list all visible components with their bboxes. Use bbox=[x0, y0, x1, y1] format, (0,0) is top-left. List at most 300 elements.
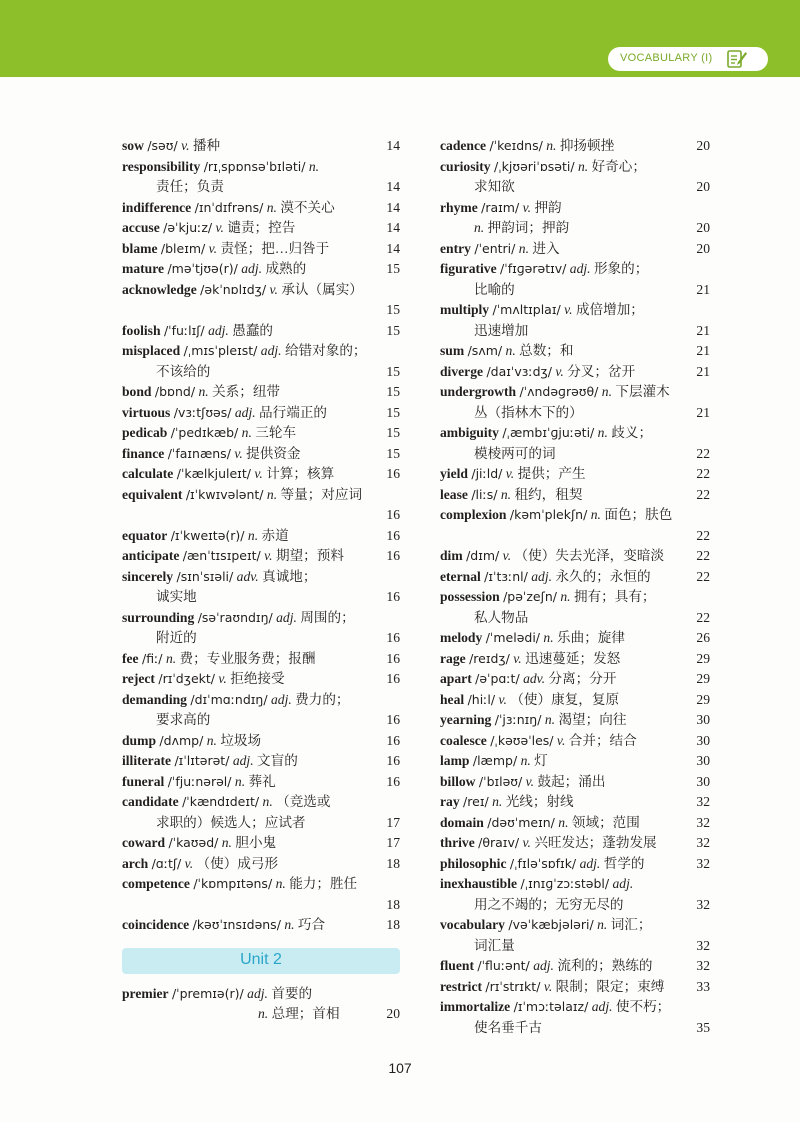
entry-line bbox=[440, 567, 710, 588]
entry-part-of-speech: n. bbox=[275, 876, 286, 891]
entry-meaning: 灯 bbox=[534, 753, 548, 768]
vocab-entry bbox=[122, 444, 400, 465]
entry-meaning: 流利的；熟练的 bbox=[557, 958, 653, 973]
section-label: VOCABULARY (I) bbox=[620, 52, 713, 64]
entry-meaning: 提供；产生 bbox=[517, 466, 586, 481]
entry-page-ref: 20 bbox=[694, 218, 710, 239]
vocab-entry bbox=[122, 157, 400, 198]
entry-line bbox=[440, 136, 710, 157]
entry-line bbox=[440, 669, 710, 690]
vocab-entry bbox=[122, 403, 400, 424]
entry-word: immortalize bbox=[440, 999, 511, 1014]
entry-phonetic: /məˈtjʊə(r)/ bbox=[167, 261, 238, 276]
entry-part-of-speech: n. bbox=[492, 794, 503, 809]
entry-part-of-speech: v. bbox=[215, 220, 224, 235]
entry-meaning: 漠不关心 bbox=[280, 199, 335, 215]
entry-word: pedicab bbox=[122, 425, 168, 440]
entry-phonetic: /sɪnˈsɪəli/ bbox=[176, 568, 234, 584]
entry-phonetic: /ˈkaʊəd/ bbox=[168, 835, 219, 850]
entry-meaning: 谴责；控告 bbox=[227, 220, 296, 235]
entry-part-of-speech: n. bbox=[247, 527, 259, 543]
entry-meaning: （竞选或 bbox=[276, 794, 331, 809]
entry-meaning: 葬礼 bbox=[248, 773, 276, 789]
entry-page-ref: 30 bbox=[694, 772, 710, 793]
entry-meaning: 求职的）候选人；应试者 bbox=[156, 814, 306, 830]
entry-line-continued bbox=[122, 813, 400, 834]
entry-meaning: 押韵词；押韵 bbox=[487, 220, 570, 235]
vocab-entry bbox=[122, 854, 400, 875]
entry-part-of-speech: v. bbox=[543, 978, 553, 994]
entry-part-of-speech: v. bbox=[184, 855, 194, 871]
vocab-entry bbox=[122, 423, 400, 444]
entry-line bbox=[122, 731, 400, 752]
vocab-entry bbox=[122, 485, 400, 526]
entry-part-of-speech: adj. bbox=[569, 261, 591, 276]
entry-word: thrive bbox=[440, 835, 475, 850]
entry-phonetic: /ɪˈtɜːnl/ bbox=[484, 568, 528, 584]
entry-line bbox=[440, 362, 710, 383]
entry-word: demanding bbox=[122, 691, 187, 707]
entry-page-ref: 20 bbox=[694, 177, 710, 198]
entry-line bbox=[122, 792, 400, 813]
entry-word: illiterate bbox=[122, 753, 172, 768]
entry-phonetic: /ˈmelədi/ bbox=[485, 630, 540, 645]
entry-word: competence bbox=[122, 876, 190, 891]
entry-word: virtuous bbox=[122, 404, 171, 420]
entry-part-of-speech: v. bbox=[525, 773, 535, 789]
entry-line bbox=[122, 403, 400, 424]
entry-page-ref: 32 bbox=[694, 936, 710, 957]
vocab-entry bbox=[440, 751, 710, 772]
entry-phonetic: /raɪm/ bbox=[481, 199, 520, 215]
entry-word: fee bbox=[122, 650, 139, 666]
entry-phonetic: /ˌkjʊəriˈɒsəti/ bbox=[494, 158, 575, 174]
entry-meaning: 总数；和 bbox=[519, 343, 574, 358]
vocab-entry bbox=[440, 423, 710, 464]
entry-part-of-speech: n. bbox=[198, 384, 209, 399]
entry-part-of-speech: n. bbox=[560, 589, 571, 604]
entry-line bbox=[440, 956, 710, 977]
entry-page-ref: 16 bbox=[384, 710, 400, 731]
entry-meaning: 诚实地 bbox=[156, 589, 197, 604]
vocab-entry bbox=[122, 546, 400, 567]
vocab-entry bbox=[440, 710, 710, 731]
entry-part-of-speech: adj. bbox=[232, 753, 254, 768]
entry-meaning: 胆小鬼 bbox=[235, 835, 277, 850]
entry-word: ambiguity bbox=[440, 425, 499, 440]
entry-line-continued bbox=[440, 321, 710, 342]
entry-page-ref: 20 bbox=[694, 136, 710, 157]
entry-meaning: 首要的 bbox=[271, 985, 313, 1001]
entry-word: indifference bbox=[122, 199, 192, 215]
entry-part-of-speech: v. bbox=[254, 466, 263, 481]
unit-heading: Unit 2 bbox=[240, 950, 282, 968]
entry-part-of-speech: adj. bbox=[247, 985, 268, 1001]
entry-phonetic: /ˈpedɪkæb/ bbox=[170, 425, 239, 440]
entry-phonetic: /ˌmɪsˈpleɪst/ bbox=[183, 343, 258, 358]
entry-meaning: 垃圾场 bbox=[220, 732, 262, 748]
entry-word: reject bbox=[122, 671, 155, 686]
entry-meaning: 附近的 bbox=[156, 630, 197, 645]
entry-page-ref: 22 bbox=[694, 464, 710, 485]
entry-line bbox=[440, 300, 710, 321]
entry-phonetic: /ˈfuːlɪʃ/ bbox=[163, 322, 205, 338]
vocab-entry bbox=[122, 833, 400, 854]
entry-word: rhyme bbox=[440, 199, 478, 215]
entry-line bbox=[122, 136, 400, 157]
entry-part-of-speech: adj. bbox=[234, 404, 256, 420]
entry-word: foolish bbox=[122, 322, 161, 338]
entry-word: complexion bbox=[440, 507, 507, 522]
entry-phonetic: /səˈraʊndɪŋ/ bbox=[197, 609, 273, 625]
entry-page-ref: 22 bbox=[694, 608, 710, 629]
vocab-entry bbox=[440, 136, 710, 157]
entry-page-ref: 18 bbox=[384, 895, 400, 916]
entry-word: heal bbox=[440, 691, 465, 707]
vocab-entry bbox=[440, 874, 710, 915]
right-column bbox=[440, 136, 710, 1038]
entry-part-of-speech: adj. bbox=[612, 876, 634, 891]
entry-part-of-speech-2: n. bbox=[258, 1006, 269, 1021]
entry-meaning: 责任；负责 bbox=[156, 179, 224, 194]
left-entry-list bbox=[122, 136, 400, 936]
entry-word: restrict bbox=[440, 978, 483, 994]
entry-meaning: 用之不竭的；无穷无尽的 bbox=[474, 896, 624, 912]
vocab-entry bbox=[122, 649, 400, 670]
entry-line bbox=[122, 984, 400, 1005]
entry-part-of-speech: adj. bbox=[241, 261, 263, 276]
entry-line bbox=[122, 198, 400, 219]
entry-phonetic: /kəʊˈɪnsɪdəns/ bbox=[192, 917, 281, 932]
entry-page-ref: 32 bbox=[694, 895, 710, 916]
entry-word: rage bbox=[440, 650, 466, 666]
entry-meaning: 下层灌木 bbox=[615, 384, 670, 399]
entry-part-of-speech: v. bbox=[555, 363, 564, 379]
entry-part-of-speech: adj. bbox=[579, 855, 601, 871]
vocab-entry bbox=[440, 300, 710, 341]
entry-page-ref: 15 bbox=[384, 382, 400, 403]
entry-line-continued bbox=[440, 1018, 710, 1039]
entry-meaning: 费力的； bbox=[295, 691, 350, 707]
entry-phonetic: /əˈkjuːz/ bbox=[163, 220, 213, 235]
entry-phonetic: /vɜːtʃʊəs/ bbox=[173, 404, 232, 420]
entry-line bbox=[122, 382, 400, 403]
entry-page-ref: 35 bbox=[694, 1018, 710, 1039]
entry-line bbox=[122, 874, 400, 895]
entry-phonetic: /ɪˈlɪtərət/ bbox=[174, 753, 230, 768]
entry-phonetic: /sʌm/ bbox=[467, 343, 503, 358]
entry-line bbox=[122, 526, 400, 547]
entry-phonetic: /rɪˈstrɪkt/ bbox=[485, 978, 541, 994]
entry-meaning: 计算；核算 bbox=[266, 466, 335, 481]
entry-line bbox=[440, 587, 710, 608]
entry-part-of-speech: n. bbox=[266, 199, 277, 215]
entry-part-of-speech: n. bbox=[266, 486, 278, 502]
entry-meaning: 领域；范围 bbox=[571, 814, 640, 830]
entry-page-ref: 21 bbox=[694, 362, 710, 383]
entry-phonetic: /pəˈzeʃn/ bbox=[503, 589, 557, 604]
entry-meaning: 鼓起；涌出 bbox=[537, 773, 606, 789]
entry-line bbox=[440, 874, 710, 895]
entry-part-of-speech: adj. bbox=[591, 999, 613, 1014]
entry-meaning: 乐曲；旋律 bbox=[557, 630, 625, 645]
entry-line bbox=[440, 915, 710, 936]
entry-page-ref: 29 bbox=[694, 690, 710, 711]
vocab-entry bbox=[122, 382, 400, 403]
entry-line bbox=[122, 751, 400, 772]
entry-phonetic: /ˈkeɪdns/ bbox=[489, 138, 543, 153]
entry-part-of-speech: n. bbox=[520, 753, 531, 768]
entry-phonetic: /bleɪm/ bbox=[160, 240, 206, 256]
vocab-entry bbox=[122, 792, 400, 833]
vocab-entry bbox=[440, 854, 710, 875]
entry-line bbox=[122, 567, 400, 588]
entry-word: anticipate bbox=[122, 548, 180, 563]
entry-phonetic: /dəʊˈmeɪn/ bbox=[487, 814, 555, 830]
entry-page-ref: 29 bbox=[694, 669, 710, 690]
vocab-entry bbox=[440, 977, 710, 998]
entry-part-of-speech: n. bbox=[597, 917, 608, 932]
entry-line-continued bbox=[122, 505, 400, 526]
entry-meaning: 成倍增加； bbox=[575, 302, 644, 317]
left-column bbox=[122, 136, 400, 1025]
entry-page-ref: 15 bbox=[384, 403, 400, 424]
entry-part-of-speech: n. bbox=[308, 158, 320, 174]
entry-line bbox=[440, 485, 710, 506]
entry-page-ref: 15 bbox=[384, 300, 400, 321]
entry-page-ref: 18 bbox=[384, 854, 400, 875]
entry-line bbox=[122, 772, 400, 793]
entry-part-of-speech: v. bbox=[218, 671, 227, 686]
entry-meaning: （使）康复，复原 bbox=[510, 691, 620, 707]
entry-page-ref: 33 bbox=[694, 977, 710, 998]
entry-part-of-speech: n. bbox=[500, 486, 512, 502]
entry-part-of-speech: n. bbox=[543, 630, 554, 645]
entry-page-ref: 15 bbox=[384, 362, 400, 383]
entry-page-ref: 16 bbox=[384, 751, 400, 772]
vocab-entry bbox=[440, 669, 710, 690]
vocab-entry bbox=[440, 567, 710, 588]
entry-phonetic: /dɪˈmɑːndɪŋ/ bbox=[190, 691, 268, 707]
entry-meaning: 期望；预料 bbox=[275, 548, 344, 563]
entry-meaning: 光线；射线 bbox=[505, 794, 574, 809]
entry-word: equator bbox=[122, 527, 168, 543]
entry-meaning: 分叉；岔开 bbox=[567, 363, 636, 379]
entry-word: funeral bbox=[122, 773, 165, 789]
vocab-entry bbox=[440, 628, 710, 649]
entry-page-ref: 32 bbox=[694, 813, 710, 834]
entry-part-of-speech: v. bbox=[234, 445, 243, 461]
entry-phonetic: /ˈmʌltɪplaɪ/ bbox=[492, 302, 561, 317]
entry-word: accuse bbox=[122, 220, 160, 235]
entry-line-continued bbox=[122, 895, 400, 916]
entry-word: bond bbox=[122, 384, 152, 399]
entry-line bbox=[440, 239, 710, 260]
entry-line-continued bbox=[440, 895, 710, 916]
entry-meaning: 面色；肤色 bbox=[604, 507, 673, 522]
entry-part-of-speech: adj. bbox=[533, 958, 554, 973]
entry-part-of-speech: n. bbox=[544, 712, 556, 727]
entry-meaning: 给错对象的； bbox=[284, 343, 367, 358]
entry-part-of-speech: v. bbox=[513, 650, 522, 666]
entry-line-continued bbox=[440, 936, 710, 957]
vocab-entry bbox=[122, 218, 400, 239]
entry-page-ref: 21 bbox=[694, 341, 710, 362]
entry-part-of-speech: adv. bbox=[236, 568, 259, 584]
entry-word: finance bbox=[122, 445, 165, 461]
vocab-entry bbox=[122, 464, 400, 485]
entry-line bbox=[440, 341, 710, 362]
vocab-entry bbox=[440, 792, 710, 813]
vocab-entry bbox=[122, 690, 400, 731]
unit-entry-list bbox=[122, 984, 400, 1025]
entry-page-ref: 14 bbox=[384, 136, 400, 157]
entry-line bbox=[440, 628, 710, 649]
entry-phonetic: /daɪˈvɜːdʒ/ bbox=[486, 363, 552, 379]
entry-line bbox=[440, 423, 710, 444]
entry-line bbox=[440, 649, 710, 670]
entry-word: fluent bbox=[440, 958, 474, 973]
entry-meaning: （使）失去光泽，变暗淡 bbox=[514, 548, 665, 563]
entry-line bbox=[122, 321, 400, 342]
vocab-entry bbox=[440, 813, 710, 834]
entry-page-ref: 22 bbox=[694, 546, 710, 567]
entry-page-ref: 22 bbox=[694, 444, 710, 465]
entry-line-continued bbox=[122, 362, 400, 383]
entry-meaning: 抑扬顿挫 bbox=[559, 138, 615, 153]
entry-phonetic: /ˈfluːənt/ bbox=[477, 958, 530, 973]
entry-word: arch bbox=[122, 855, 149, 871]
entry-word: sincerely bbox=[122, 568, 174, 584]
entry-word: entry bbox=[440, 240, 471, 256]
entry-word: coward bbox=[122, 835, 166, 850]
entry-line bbox=[122, 669, 400, 690]
entry-phonetic: /rɪˈdʒekt/ bbox=[158, 671, 215, 686]
entry-word: sow bbox=[122, 138, 144, 153]
entry-word: multiply bbox=[440, 302, 490, 317]
entry-page-ref: 32 bbox=[694, 792, 710, 813]
entry-part-of-speech: adj. bbox=[276, 609, 297, 625]
entry-page-ref: 20 bbox=[384, 1004, 400, 1025]
entry-part-of-speech: v. bbox=[564, 302, 573, 317]
entry-line bbox=[122, 690, 400, 711]
entry-line bbox=[440, 259, 710, 280]
entry-phonetic: /ænˈtɪsɪpeɪt/ bbox=[182, 548, 261, 563]
entry-line bbox=[440, 977, 710, 998]
entry-line-continued bbox=[122, 628, 400, 649]
entry-part-of-speech: adj. bbox=[260, 343, 282, 358]
entry-phonetic: /ˌɪnɪɡˈzɔːstəbl/ bbox=[520, 876, 610, 891]
entry-word: apart bbox=[440, 671, 472, 686]
entry-meaning: 迅速增加 bbox=[474, 322, 529, 338]
entry-line bbox=[440, 792, 710, 813]
entry-line bbox=[440, 997, 710, 1018]
entry-line bbox=[122, 649, 400, 670]
entry-word: yield bbox=[440, 466, 468, 481]
vocab-entry bbox=[440, 485, 710, 506]
entry-part-of-speech: n. bbox=[262, 794, 273, 809]
entry-part-of-speech: n. bbox=[206, 732, 217, 748]
entry-meaning: 哲学的 bbox=[603, 855, 645, 871]
entry-part-of-speech: n. bbox=[577, 158, 589, 174]
entry-line-continued bbox=[440, 280, 710, 301]
entry-meaning: 求知欲 bbox=[474, 179, 515, 194]
entry-part-of-speech: n. bbox=[546, 138, 557, 153]
entry-page-ref: 16 bbox=[384, 505, 400, 526]
entry-line bbox=[122, 833, 400, 854]
entry-line bbox=[122, 444, 400, 465]
vocab-entry bbox=[440, 362, 710, 383]
entry-word: curiosity bbox=[440, 158, 491, 174]
entry-part-of-speech: n. bbox=[241, 425, 252, 440]
entry-meaning: 词汇量 bbox=[474, 937, 515, 953]
entry-part-of-speech: v. bbox=[505, 466, 515, 481]
entry-line bbox=[440, 157, 710, 178]
entry-word: dim bbox=[440, 548, 463, 563]
entry-word: blame bbox=[122, 240, 158, 256]
entry-phonetic: /ɪˈmɔːtəlaɪz/ bbox=[513, 999, 589, 1014]
entry-line bbox=[122, 485, 400, 506]
entry-page-ref: 15 bbox=[384, 321, 400, 342]
entry-page-ref: 18 bbox=[384, 915, 400, 936]
vocab-entry bbox=[122, 608, 400, 649]
entry-page-ref: 16 bbox=[384, 464, 400, 485]
entry-word: billow bbox=[440, 773, 476, 789]
vocab-entry bbox=[440, 546, 710, 567]
entry-line-continued bbox=[122, 300, 400, 321]
entry-part-of-speech: v. bbox=[264, 548, 273, 563]
entry-page-ref: 16 bbox=[384, 669, 400, 690]
entry-line-continued bbox=[440, 218, 710, 239]
entry-page-ref: 21 bbox=[694, 280, 710, 301]
entry-meaning: 不该给的 bbox=[156, 363, 211, 379]
entry-meaning: 承认（属实） bbox=[281, 281, 363, 297]
entry-page-ref: 32 bbox=[694, 956, 710, 977]
entry-word: undergrowth bbox=[440, 384, 517, 399]
entry-word: figurative bbox=[440, 261, 497, 276]
vocab-entry bbox=[122, 280, 400, 321]
vocab-entry bbox=[440, 198, 710, 239]
entry-meaning: 三轮车 bbox=[255, 425, 297, 440]
entry-meaning: 押韵 bbox=[534, 199, 562, 215]
entry-line bbox=[122, 854, 400, 875]
entry-line bbox=[440, 710, 710, 731]
entry-meaning: 能力；胜任 bbox=[289, 876, 358, 891]
vocab-entry bbox=[440, 239, 710, 260]
vocab-entry bbox=[440, 915, 710, 956]
entry-meaning: （使）成弓形 bbox=[196, 855, 279, 871]
vocab-entry bbox=[122, 984, 400, 1025]
entry-page-ref: 29 bbox=[694, 649, 710, 670]
entry-meaning: 进入 bbox=[532, 240, 560, 256]
entry-phonetic: /θraɪv/ bbox=[478, 835, 520, 850]
entry-meaning: 私人物品 bbox=[474, 609, 529, 625]
vocab-entry bbox=[440, 505, 710, 546]
entry-line bbox=[122, 423, 400, 444]
entry-phonetic: /ˌæmbɪˈɡjuːəti/ bbox=[502, 425, 595, 440]
entry-word: surrounding bbox=[122, 609, 195, 625]
entry-phonetic: /rɪˌspɒnsəˈbɪləti/ bbox=[203, 158, 306, 174]
entry-page-ref: 22 bbox=[694, 567, 710, 588]
entry-meaning: 租约，租契 bbox=[514, 486, 583, 502]
entry-line bbox=[440, 751, 710, 772]
vocab-entry bbox=[122, 321, 400, 342]
entry-page-ref: 16 bbox=[384, 772, 400, 793]
entry-meaning: 赤道 bbox=[261, 527, 289, 543]
entry-word: equivalent bbox=[122, 486, 183, 502]
entry-word: sum bbox=[440, 343, 465, 358]
entry-word: premier bbox=[122, 985, 169, 1001]
